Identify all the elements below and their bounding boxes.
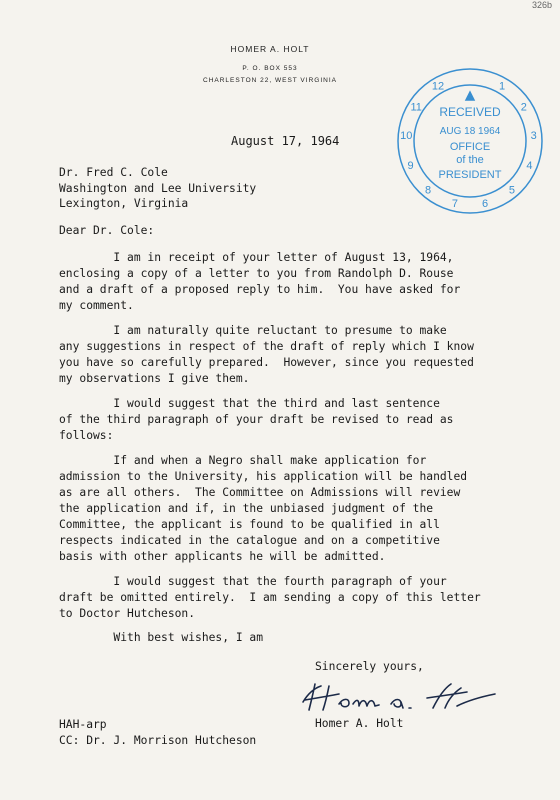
stamp-received: RECEIVED	[439, 105, 501, 119]
received-stamp	[395, 66, 545, 216]
paragraph-2: I am naturally quite reluctant to presume to make any suggestions in respect of the draft of reply which I know you have so carefully prepared. However, since you requested my observations I give them.	[59, 324, 474, 385]
letterhead	[160, 44, 380, 89]
stamp-ring-number: 11	[410, 101, 422, 114]
typist-initials: HAH-arp	[59, 718, 107, 731]
salutation: Dear Dr. Cole:	[59, 224, 155, 237]
carbon-copy-line: CC: Dr. J. Morrison Hutcheson	[59, 734, 257, 747]
paragraph-closing-wish: With best wishes, I am	[59, 631, 264, 644]
stamp-ring-number: 12	[431, 80, 445, 93]
signer-name: Homer A. Holt	[315, 717, 404, 730]
letterhead-city: CHARLESTON 22, WEST VIRGINIA	[203, 77, 337, 84]
stamp-of-the: of the	[456, 154, 484, 166]
stamp-ring-number: 4	[526, 159, 533, 172]
paragraph-4: I would suggest that the fourth paragraph of your draft be omitted entirely. I am sending a copy of this letter to Doctor Hutcheson.	[59, 575, 481, 620]
stamp-date: AUG 18 1964	[439, 126, 501, 137]
complimentary-close: Sincerely yours,	[315, 660, 424, 673]
stamp-ring-number: 8	[425, 184, 432, 197]
stamp-ring-number: 6	[482, 198, 489, 211]
letterhead-name: HOMER A. HOLT	[230, 44, 310, 54]
document-reference: 326b	[531, 0, 552, 10]
stamp-ring-number: 1	[498, 80, 506, 93]
letterhead-box: P. O. BOX 553	[242, 65, 298, 72]
paragraph-3: I would suggest that the third and last sentence of the third paragraph of your draft be revised to read as follows:	[59, 397, 454, 442]
stamp-ring-number: 5	[508, 184, 515, 197]
stamp-ring-number: 9	[407, 159, 414, 172]
recipient-address	[59, 165, 256, 212]
recipient-line: Washington and Lee University	[59, 181, 257, 195]
stamp-ring-number: 3	[530, 129, 537, 142]
handwritten-signature	[295, 678, 500, 718]
stamp-ring-number: 2	[520, 101, 527, 114]
paragraph-1: I am in receipt of your letter of August 13, 1964, enclosing a copy of a letter to you from Randolph D. Rouse and a draft of a proposed reply to him. You have asked for my comment.	[59, 251, 461, 312]
stamp-ring-number: 10	[400, 129, 413, 142]
stamp-ring-number: 7	[451, 198, 458, 211]
paragraph-quoted-revision: If and when a Negro shall make application for admission to the University, his application will be handled as are all others. The Committee on Admissions will review the application and if, in the unbiased judgment of the Committee, the applicant is found to be qualified in all respects indicated in the catalogue and on a competitive basis with other applicants he will be admitted.	[59, 454, 468, 563]
recipient-line: Lexington, Virginia	[59, 197, 189, 210]
stamp-president: PRESIDENT	[438, 169, 502, 181]
letter-date: August 17, 1964	[231, 134, 340, 148]
stamp-office: OFFICE	[449, 141, 491, 153]
recipient-line: Dr. Fred C. Cole	[59, 166, 168, 179]
